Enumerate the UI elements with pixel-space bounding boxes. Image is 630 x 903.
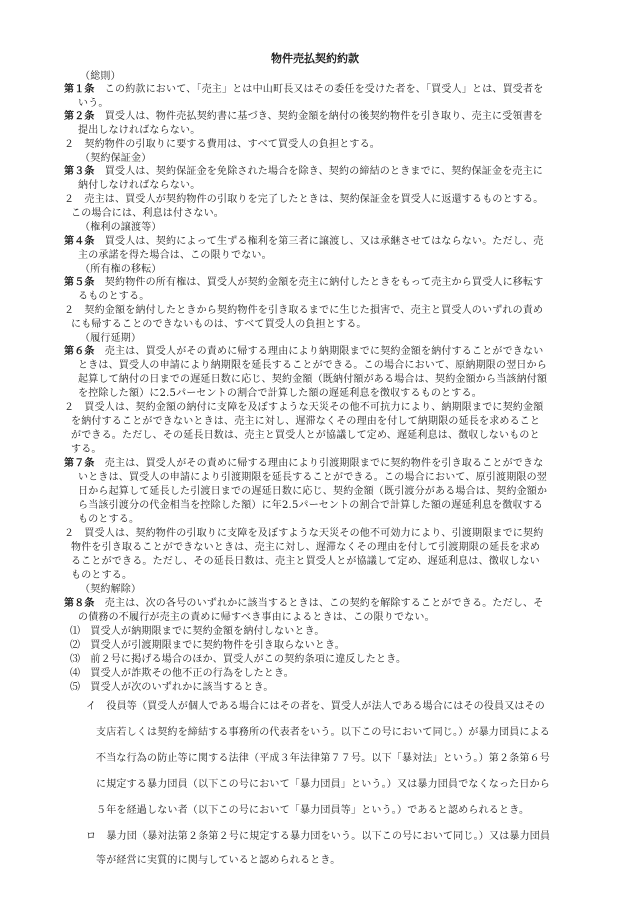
article-3-para-2-line-1: ２ 売主は、買受人が契約物件の引取りを完了したときは、契約保証金を買受人に返還するものとする。: [64, 194, 544, 205]
article-7-para-2-line-4: ものとする。: [71, 570, 133, 581]
article-6-para-2-line-1: ２ 買受人は、契約金額の納付に支障を及ぼすような天災その他不可抗力により、納期限までに契約金額: [64, 402, 544, 413]
article-3-para-2-line-2: この場合には、利息は付さない。: [71, 208, 224, 219]
article-8-subitem-i-line-1: イ 役員等（買受人が個人である場合にはその者を、買受人が法人である場合にはその役員又はその: [86, 701, 545, 712]
article-2-line-1: 第２条 買受人は、物件売払契約書に基づき、契約金額を納付の後契約物件を引き取り、売主に受領書を: [64, 111, 544, 122]
article-7-line-1: 第７条 売主は、買受人がその責めに帰する理由により引渡期限までに契約物件を引き取ることができな: [64, 458, 544, 469]
caption-transfer-rights: （権利の譲渡等）: [80, 222, 162, 233]
article-7-para-2-line-2: 物件を引き取ることができないときは、売主に対し、遅滞なくその理由を付して引渡期限の延長を求め: [71, 542, 541, 553]
article-6-para-2-line-2: を納付することができないときは、売主に対し、遅滞なくその理由を付して納期限の延長を求めること: [71, 416, 541, 427]
article-7-para-2-line-3: ることができる。ただし、その延長日数は、売主と買受人とが協議して定め、遅延利息は、徴収しない: [71, 556, 540, 567]
article-5-line-2: るものとする。: [78, 291, 150, 302]
article-6-line-4: を控除した額）に2.5パーセントの割合で計算した額の遅延利息を徴収するものとする。: [78, 388, 482, 399]
article-6-line-2: ときは、買受人の申請により納期限を延長することができる。この場合において、原納期限の翌日から: [78, 360, 547, 371]
article-7-line-2: いときは、買受人の申請により引渡期限を延長することができる。この場合において、原引渡期限の翌: [78, 472, 547, 483]
article-6-para-2-line-3: ができる。ただし、その延長日数は、売主と買受人とが協議して定め、遅延利息は、徴収しないものと: [71, 430, 540, 441]
article-8-item-3: ⑶ 前２号に掲げる場合のほか、買受人がこの契約条項に違反したとき。: [70, 654, 407, 665]
article-5-para-2-line-2: にも帰することのできないものは、すべて買受人の負担とする。: [71, 319, 367, 330]
article-8-subitem-i-line-5: ５年を経過しない者（以下この号において「暴力団員等」という。）であると認められるとき。: [96, 805, 530, 816]
article-7-line-3: 日から起算して延長した引渡日までの遅延日数に応じ、契約金額（既引渡分がある場合は、契約金額か: [78, 486, 548, 497]
article-8-line-1: 第８条 売主は、次の各号のいずれかに該当するときは、この契約を解除することができる。ただし、そ: [64, 598, 544, 609]
article-8-line-2: の債務の不履行が売主の責めに帰すべき事由によるときは、この限りでない。: [78, 612, 435, 623]
article-8-subitem-i-line-2: 支店若しくは契約を締結する事務所の代表者をいう。以下この号において同じ。）が暴力団員による: [96, 727, 550, 738]
caption-deposit: （契約保証金）: [80, 153, 152, 164]
article-5-para-2-line-1: ２ 契約金額を納付したときから契約物件を引き取るまでに生じた損害で、売主と買受人のいずれの責め: [64, 305, 544, 316]
article-3-line-1: 第３条 買受人は、契約保証金を免除された場合を除き、契約の締結のときまでに、契約保証金を売主に: [64, 166, 544, 177]
article-6-line-1: 第６条 売主は、買受人がその責めに帰する理由により納期限までに契約金額を納付することができない: [64, 346, 544, 357]
article-5-line-1: 第５条 契約物件の所有権は、買受人が契約金額を売主に納付したときをもって売主から買受人に移転す: [64, 277, 544, 288]
article-8-item-5: ⑸ 買受人が次のいずれかに該当するとき。: [70, 682, 274, 693]
article-8-subitem-i-line-4: に規定する暴力団員（以下この号において「暴力団員」という。）又は暴力団員でなくなった日から: [96, 779, 550, 790]
article-7-line-4: ら当該引渡分の代金相当を控除した額）に年2.5パーセントの割合で計算した額の遅延利息を徴収する: [78, 500, 544, 511]
article-6-line-3: 起算して納付の日までの遅延日数に応じ、契約金額（既納付額がある場合は、契約金額から当該納付額: [78, 374, 548, 385]
caption-termination: （契約解除）: [80, 584, 142, 595]
caption-general: （総則）: [80, 71, 121, 82]
article-7-para-2-line-1: ２ 買受人は、契約物件の引取りに支障を及ぼすような天災その他不可効力により、引渡期限までに契約: [64, 528, 544, 539]
article-8-subitem-ro-line-2: 等が経営に実質的に関与していると認められるとき。: [96, 855, 341, 866]
article-1-line-2: いう。: [78, 98, 109, 109]
article-2-line-2: 提出しなければならない。: [78, 125, 201, 136]
article-8-subitem-ro-line-1: ロ 暴力団（暴対法第２条第２号に規定する暴力団をいう。以下この号において同じ。）又は暴力団員: [86, 831, 551, 842]
article-1-line-1: 第１条 この約款において、「売主」とは中山町長又はその委任を受けた者を、「買受人」とは、買受者を: [64, 84, 544, 95]
article-8-item-2: ⑵ 買受人が引渡期限までに契約物件を引き取らないとき。: [70, 640, 345, 651]
document-title: 物件売払契約約款: [271, 52, 359, 65]
caption-extension: （履行延期）: [80, 333, 142, 344]
article-7-line-5: ものとする。: [78, 514, 140, 525]
article-8-item-1: ⑴ 買受人が納期限までに契約金額を納付しないとき。: [70, 626, 325, 637]
article-4-line-1: 第４条 買受人は、契約によって生ずる権利を第三者に譲渡し、又は承継させてはならない。ただし、売: [64, 236, 544, 247]
article-8-subitem-i-line-3: 不当な行為の防止等に関する法律（平成３年法律第７７号。以下「暴対法」という。）第２条第６号: [96, 753, 550, 764]
article-2-para-2: ２ 契約物件の引取りに要する費用は、すべて買受人の負担とする。: [64, 139, 380, 150]
article-8-item-4: ⑷ 買受人が詐欺その他不正の行為をしたとき。: [70, 668, 294, 679]
article-3-line-2: 納付しなければならない。: [78, 180, 201, 191]
article-4-line-2: 主の承諾を得た場合は、この限りでない。: [78, 250, 272, 261]
caption-ownership: （所有権の移転）: [80, 264, 162, 275]
article-6-para-2-line-4: する。: [71, 444, 102, 455]
